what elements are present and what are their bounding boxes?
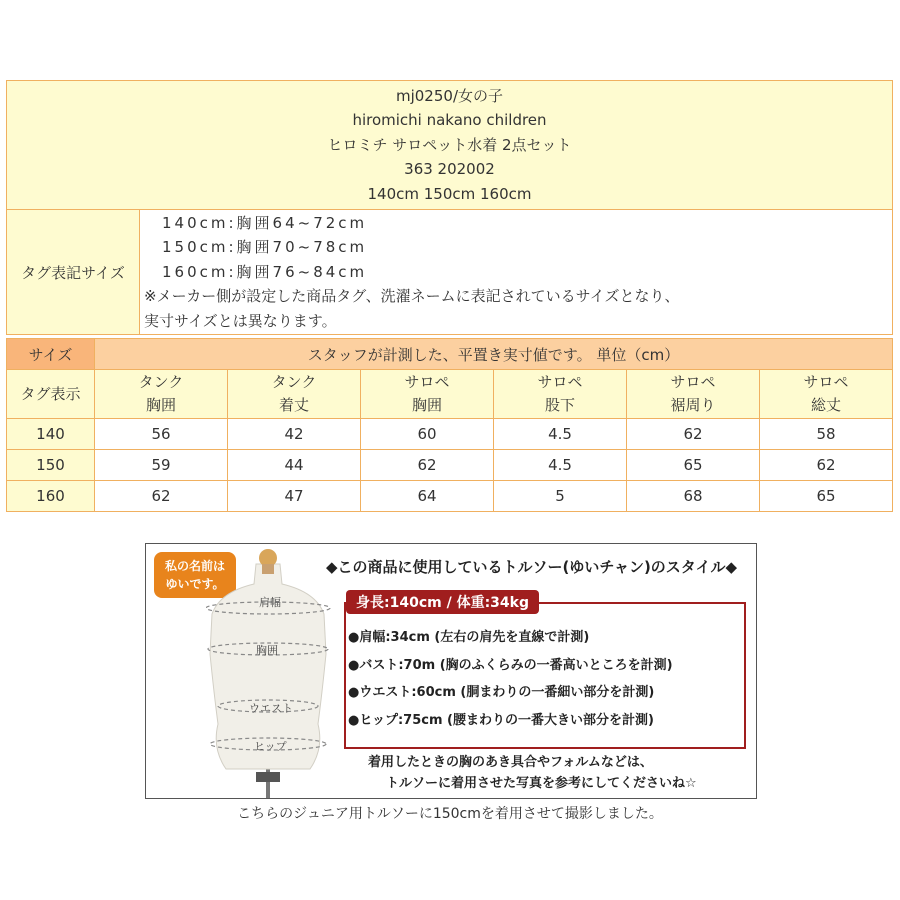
table-cell: 62 bbox=[627, 419, 760, 450]
column-header: サロペ 裾周り bbox=[627, 370, 760, 419]
tag-size-line: 150cm:胸囲70~78cm bbox=[162, 238, 368, 257]
measurements-list bbox=[348, 624, 673, 734]
row-size: 160 bbox=[7, 481, 95, 512]
photo-caption: こちらのジュニア用トルソーに150cmを着用させて撮影しました。 bbox=[237, 806, 663, 822]
table-cell: 62 bbox=[760, 450, 893, 481]
table-row bbox=[7, 450, 893, 481]
tag-size-note: ※メーカー側が設定した商品タグ、洗濯ネームに表記されているサイズとなり、 bbox=[144, 287, 680, 306]
size-chart-table bbox=[6, 338, 893, 512]
column-header: サロペ 胸囲 bbox=[361, 370, 494, 419]
column-header: タンク 着丈 bbox=[228, 370, 361, 419]
table-cell: 58 bbox=[760, 419, 893, 450]
torso-style-title: ◆この商品に使用しているトルソー(ゆいチャン)のスタイル◆ bbox=[326, 558, 738, 576]
hip-label: ヒップ bbox=[254, 740, 287, 753]
tag-size-note: 実寸サイズとは異なります。 bbox=[144, 311, 337, 330]
size-chart-description: スタッフが計測した、平置き実寸値です。 単位（cm） bbox=[95, 339, 893, 370]
product-info-table bbox=[6, 80, 893, 335]
table-cell: 60 bbox=[361, 419, 494, 450]
chest-label: 胸囲 bbox=[256, 644, 278, 657]
row-size: 140 bbox=[7, 419, 95, 450]
table-cell: 5 bbox=[494, 481, 627, 512]
row-size: 150 bbox=[7, 450, 95, 481]
tag-size-line: 160cm:胸囲76~84cm bbox=[162, 262, 368, 281]
product-name: ヒロミチ サロペット水着 2点セット bbox=[327, 135, 572, 154]
column-header: サロペ 総丈 bbox=[760, 370, 893, 419]
table-cell: 68 bbox=[627, 481, 760, 512]
table-row bbox=[7, 419, 893, 450]
product-sizes: 140cm 150cm 160cm bbox=[367, 184, 532, 203]
waist-label: ウエスト bbox=[249, 702, 293, 715]
table-cell: 4.5 bbox=[494, 419, 627, 450]
table-cell: 64 bbox=[361, 481, 494, 512]
measurement-item: ●肩幅:34cm (左右の肩先を直線で計測) bbox=[348, 630, 590, 645]
product-numbers: 363 202002 bbox=[404, 160, 495, 179]
product-brand: hiromichi nakano children bbox=[352, 111, 547, 130]
name-badge: 私の名前は ゆいです。 bbox=[154, 552, 236, 598]
product-code: mj0250/女の子 bbox=[395, 86, 503, 105]
column-header: タンク 胸囲 bbox=[95, 370, 228, 419]
shoulder-label: 肩幅 bbox=[259, 596, 281, 609]
table-cell: 47 bbox=[228, 481, 361, 512]
table-row bbox=[7, 481, 893, 512]
torso-style-panel bbox=[145, 543, 757, 799]
table-cell: 62 bbox=[361, 450, 494, 481]
table-cell: 4.5 bbox=[494, 450, 627, 481]
measurement-item: ●バスト:70m (胸のふくらみの一番高いところを計測) bbox=[348, 657, 673, 673]
size-header-label: サイズ bbox=[7, 339, 95, 370]
column-header: サロペ 股下 bbox=[494, 370, 627, 419]
product-header bbox=[7, 81, 893, 210]
tag-size-label: タグ表記サイズ bbox=[7, 210, 140, 335]
tag-size-content bbox=[140, 210, 893, 335]
table-cell: 59 bbox=[95, 450, 228, 481]
tag-size-line: 140cm:胸囲64~72cm bbox=[162, 213, 368, 232]
tag-display-label: タグ表示 bbox=[7, 370, 95, 419]
measurement-item: ●ウエスト:60cm (胴まわりの一番細い部分を計測) bbox=[348, 685, 655, 700]
table-cell: 56 bbox=[95, 419, 228, 450]
height-weight-badge: 身長:140cm / 体重:34kg bbox=[346, 590, 539, 614]
torso-note: 着用したときの胸のあき具合やフォルムなどは、 bbox=[368, 755, 653, 770]
table-cell: 65 bbox=[627, 450, 760, 481]
table-cell: 42 bbox=[228, 419, 361, 450]
table-cell: 65 bbox=[760, 481, 893, 512]
measurement-item: ●ヒップ:75cm (腰まわりの一番大きい部分を計測) bbox=[348, 712, 654, 728]
torso-note: トルソーに着用させた写真を参考にしてくださいね☆ bbox=[386, 776, 697, 791]
table-cell: 62 bbox=[95, 481, 228, 512]
table-cell: 44 bbox=[228, 450, 361, 481]
torso-illustration bbox=[206, 544, 346, 798]
